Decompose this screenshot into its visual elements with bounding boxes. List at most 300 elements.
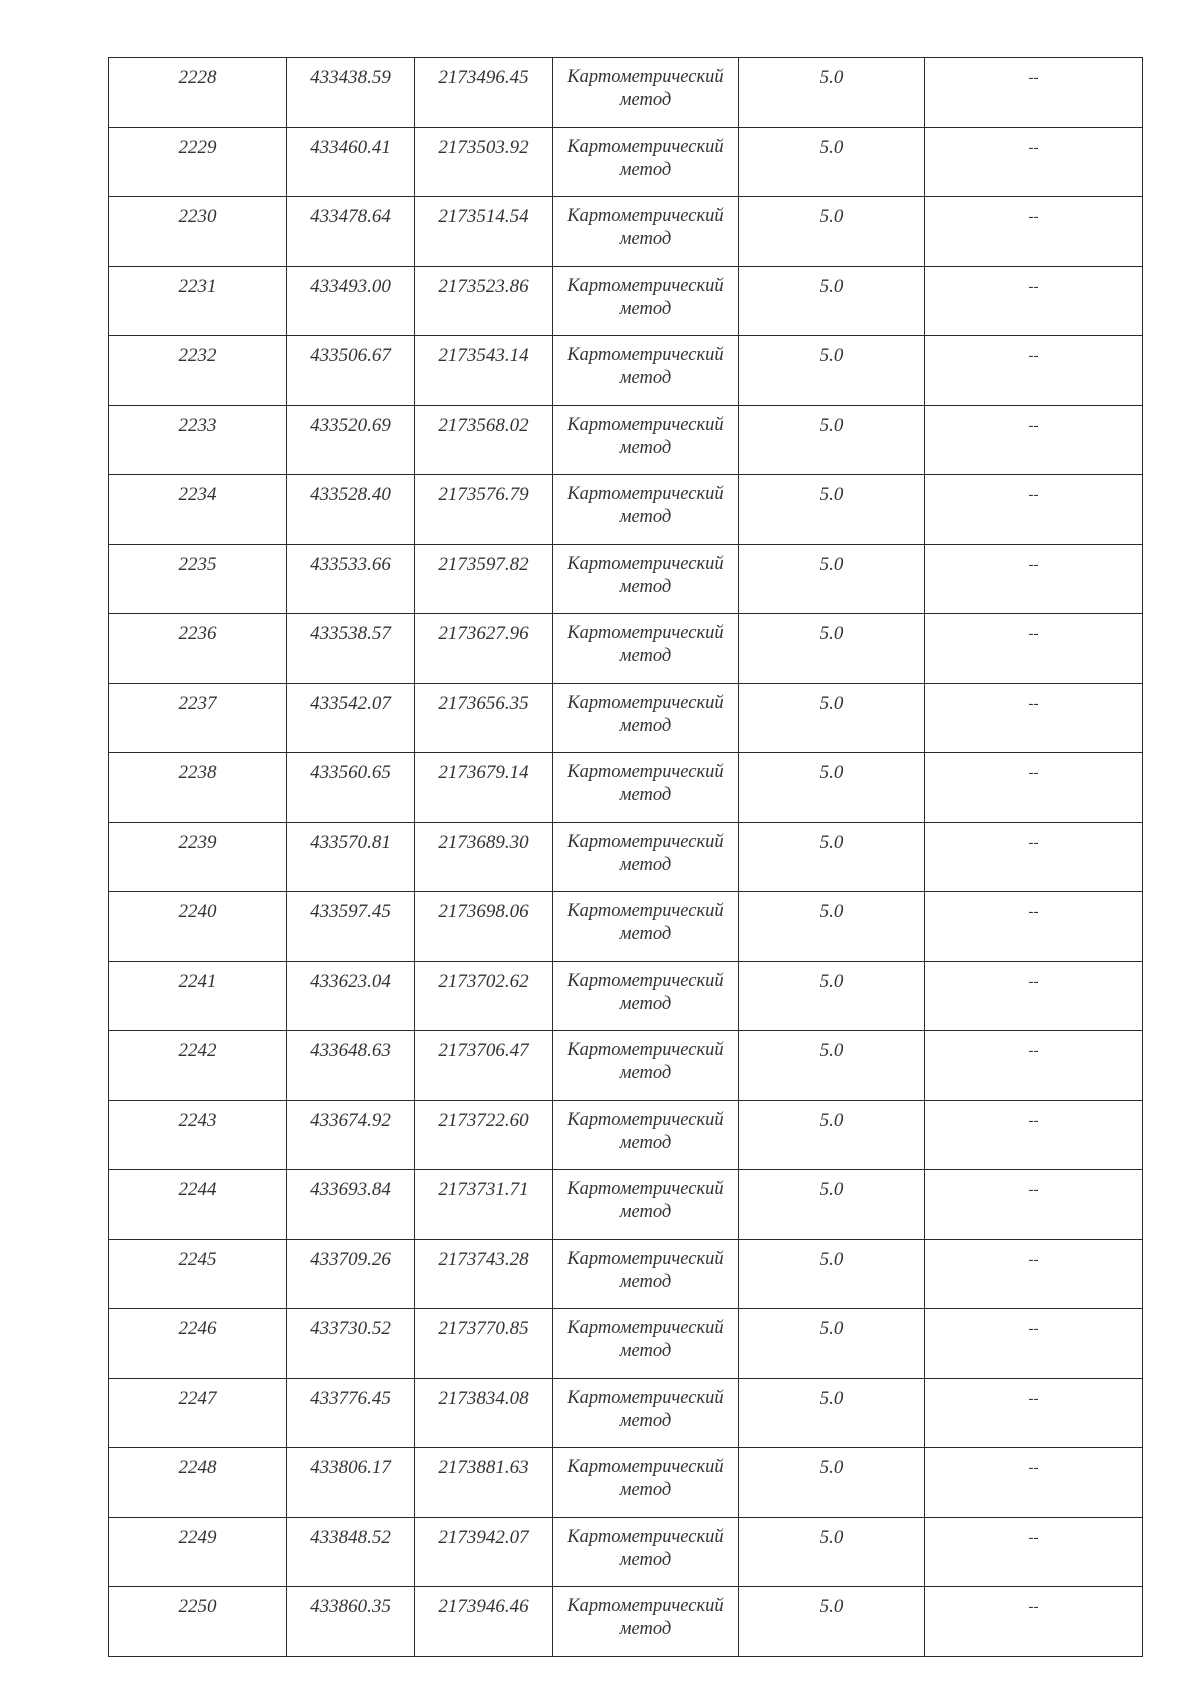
y-coordinate-cell-text: 2173543.14	[438, 345, 529, 366]
y-coordinate-cell-text: 2173731.71	[438, 1179, 529, 1200]
point-number-cell-text: 2242	[178, 1040, 217, 1061]
method-cell	[553, 961, 739, 1031]
note-cell	[925, 197, 1143, 267]
y-coordinate-cell	[415, 405, 553, 475]
accuracy-cell-text: 5.0	[819, 206, 844, 227]
point-number-cell-text: 2229	[178, 136, 217, 158]
table-row	[109, 961, 1143, 1031]
note-cell-text: --	[1028, 1112, 1039, 1129]
x-coordinate-cell-text: 433860.35	[310, 1596, 391, 1617]
method-cell	[553, 1309, 739, 1379]
method-cell	[553, 1031, 739, 1101]
table-row	[109, 58, 1143, 128]
method-cell-text: Картометрический метод	[567, 1109, 724, 1153]
note-cell	[925, 58, 1143, 128]
x-coordinate-cell	[287, 127, 415, 197]
method-cell	[553, 892, 739, 962]
table-row	[109, 614, 1143, 684]
accuracy-cell	[739, 475, 925, 545]
method-cell-text: Картометрический метод	[567, 1040, 724, 1083]
table-row	[109, 1378, 1143, 1448]
method-cell-text: Картометрический метод	[567, 970, 724, 1014]
table-row	[109, 405, 1143, 475]
method-cell-text: Картометрический метод	[567, 1318, 724, 1361]
point-number-cell	[109, 1170, 287, 1240]
method-cell	[553, 544, 739, 614]
note-cell-text: --	[1028, 1182, 1039, 1198]
note-cell	[925, 336, 1143, 406]
table-row	[109, 1309, 1143, 1379]
point-number-cell-text: 2235	[178, 553, 217, 575]
table-row	[109, 1100, 1143, 1170]
x-coordinate-cell	[287, 1378, 415, 1448]
x-coordinate-cell	[287, 822, 415, 892]
note-cell	[925, 1100, 1143, 1170]
accuracy-cell-text: 5.0	[819, 136, 844, 158]
note-cell-text: --	[1028, 556, 1039, 573]
x-coordinate-cell-text: 433542.07	[310, 692, 391, 714]
point-number-cell	[109, 544, 287, 614]
accuracy-cell-text: 5.0	[819, 275, 844, 297]
accuracy-cell	[739, 197, 925, 267]
method-cell	[553, 405, 739, 475]
method-cell	[553, 336, 739, 406]
method-cell	[553, 1100, 739, 1170]
point-number-cell	[109, 1239, 287, 1309]
x-coordinate-cell-text: 433776.45	[310, 1387, 391, 1409]
x-coordinate-cell-text: 433570.81	[310, 831, 391, 853]
accuracy-cell	[739, 822, 925, 892]
point-number-cell-text: 2245	[178, 1248, 217, 1270]
method-cell-text: Картометрический метод	[567, 275, 724, 319]
y-coordinate-cell	[415, 1309, 553, 1379]
y-coordinate-cell-text: 2173743.28	[438, 1248, 529, 1270]
method-cell	[553, 1587, 739, 1657]
x-coordinate-cell	[287, 1239, 415, 1309]
y-coordinate-cell	[415, 822, 553, 892]
note-cell	[925, 1587, 1143, 1657]
y-coordinate-cell-text: 2173834.08	[438, 1387, 529, 1409]
note-cell-text: --	[1028, 626, 1039, 642]
y-coordinate-cell	[415, 1517, 553, 1587]
x-coordinate-cell	[287, 892, 415, 962]
note-cell	[925, 1448, 1143, 1518]
point-number-cell-text: 2247	[178, 1387, 217, 1409]
x-coordinate-cell-text: 433506.67	[310, 345, 391, 366]
method-cell-text: Картометрический метод	[567, 1526, 724, 1570]
point-number-cell-text: 2231	[178, 275, 217, 297]
table-row	[109, 544, 1143, 614]
note-cell	[925, 127, 1143, 197]
y-coordinate-cell-text: 2173881.63	[438, 1457, 529, 1478]
point-number-cell	[109, 961, 287, 1031]
x-coordinate-cell	[287, 1100, 415, 1170]
note-cell	[925, 475, 1143, 545]
point-number-cell-text: 2230	[178, 206, 217, 227]
note-cell	[925, 683, 1143, 753]
x-coordinate-cell	[287, 1170, 415, 1240]
y-coordinate-cell	[415, 961, 553, 1031]
accuracy-cell	[739, 1587, 925, 1657]
method-cell	[553, 266, 739, 336]
point-number-cell	[109, 683, 287, 753]
y-coordinate-cell-text: 2173942.07	[438, 1526, 529, 1548]
accuracy-cell	[739, 544, 925, 614]
coordinates-table-body	[109, 58, 1143, 1657]
note-cell	[925, 961, 1143, 1031]
y-coordinate-cell-text: 2173627.96	[438, 623, 529, 644]
point-number-cell-text: 2249	[178, 1526, 217, 1548]
table-row	[109, 892, 1143, 962]
y-coordinate-cell-text: 2173770.85	[438, 1318, 529, 1339]
accuracy-cell-text: 5.0	[819, 1526, 844, 1548]
accuracy-cell	[739, 1239, 925, 1309]
point-number-cell	[109, 753, 287, 823]
table-row	[109, 336, 1143, 406]
point-number-cell	[109, 1378, 287, 1448]
y-coordinate-cell	[415, 1448, 553, 1518]
x-coordinate-cell-text: 433438.59	[310, 67, 391, 88]
x-coordinate-cell-text: 433709.26	[310, 1248, 391, 1270]
point-number-cell	[109, 1309, 287, 1379]
table-row	[109, 1170, 1143, 1240]
x-coordinate-cell	[287, 1309, 415, 1379]
note-cell-text: --	[1028, 904, 1039, 920]
point-number-cell-text: 2236	[178, 623, 217, 644]
table-row	[109, 1587, 1143, 1657]
x-coordinate-cell-text: 433693.84	[310, 1179, 391, 1200]
note-cell-text: --	[1028, 1043, 1039, 1059]
y-coordinate-cell-text: 2173702.62	[438, 970, 529, 992]
table-row	[109, 683, 1143, 753]
method-cell-text: Картометрический метод	[567, 67, 724, 110]
note-cell-text: --	[1028, 139, 1039, 156]
accuracy-cell-text: 5.0	[819, 1248, 844, 1270]
accuracy-cell	[739, 58, 925, 128]
note-cell-text: --	[1028, 765, 1039, 781]
note-cell-text: --	[1028, 1321, 1039, 1337]
accuracy-cell-text: 5.0	[819, 67, 844, 88]
accuracy-cell-text: 5.0	[819, 1457, 844, 1478]
x-coordinate-cell-text: 433597.45	[310, 901, 391, 922]
note-cell-text: --	[1028, 973, 1039, 990]
method-cell	[553, 58, 739, 128]
method-cell-text: Картометрический метод	[567, 762, 724, 805]
accuracy-cell	[739, 336, 925, 406]
x-coordinate-cell-text: 433648.63	[310, 1040, 391, 1061]
note-cell	[925, 1309, 1143, 1379]
note-cell	[925, 753, 1143, 823]
x-coordinate-cell-text: 433623.04	[310, 970, 391, 992]
table-row	[109, 266, 1143, 336]
x-coordinate-cell	[287, 753, 415, 823]
note-cell-text: --	[1028, 834, 1039, 851]
accuracy-cell	[739, 1378, 925, 1448]
x-coordinate-cell	[287, 58, 415, 128]
y-coordinate-cell	[415, 58, 553, 128]
y-coordinate-cell-text: 2173722.60	[438, 1109, 529, 1131]
note-cell-text: --	[1028, 348, 1039, 364]
accuracy-cell-text: 5.0	[819, 553, 844, 575]
method-cell-text: Картометрический метод	[567, 1179, 724, 1222]
note-cell-text: --	[1028, 1460, 1039, 1476]
point-number-cell-text: 2239	[178, 831, 217, 853]
method-cell-text: Картометрический метод	[567, 136, 724, 180]
y-coordinate-cell	[415, 614, 553, 684]
note-cell-text: --	[1028, 70, 1039, 86]
point-number-cell-text: 2243	[178, 1109, 217, 1131]
table-row	[109, 197, 1143, 267]
note-cell-text: --	[1028, 1390, 1039, 1407]
note-cell	[925, 266, 1143, 336]
method-cell-text: Картометрический метод	[567, 1248, 724, 1292]
point-number-cell-text: 2233	[178, 414, 217, 436]
method-cell-text: Картометрический метод	[567, 901, 724, 944]
y-coordinate-cell	[415, 1031, 553, 1101]
method-cell-text: Картометрический метод	[567, 1387, 724, 1431]
accuracy-cell	[739, 266, 925, 336]
x-coordinate-cell	[287, 336, 415, 406]
accuracy-cell-text: 5.0	[819, 1179, 844, 1200]
point-number-cell-text: 2228	[178, 67, 217, 88]
accuracy-cell	[739, 405, 925, 475]
x-coordinate-cell	[287, 1587, 415, 1657]
point-number-cell-text: 2246	[178, 1318, 217, 1339]
y-coordinate-cell	[415, 1170, 553, 1240]
method-cell	[553, 753, 739, 823]
accuracy-cell	[739, 127, 925, 197]
y-coordinate-cell	[415, 1239, 553, 1309]
y-coordinate-cell-text: 2173503.92	[438, 136, 529, 158]
x-coordinate-cell-text: 433460.41	[310, 136, 391, 158]
y-coordinate-cell	[415, 266, 553, 336]
method-cell-text: Картометрический метод	[567, 831, 724, 875]
accuracy-cell-text: 5.0	[819, 484, 844, 505]
x-coordinate-cell-text: 433848.52	[310, 1526, 391, 1548]
y-coordinate-cell	[415, 197, 553, 267]
accuracy-cell-text: 5.0	[819, 692, 844, 714]
accuracy-cell	[739, 892, 925, 962]
y-coordinate-cell-text: 2173679.14	[438, 762, 529, 783]
method-cell	[553, 127, 739, 197]
y-coordinate-cell-text: 2173576.79	[438, 484, 529, 505]
y-coordinate-cell	[415, 683, 553, 753]
accuracy-cell-text: 5.0	[819, 345, 844, 366]
method-cell-text: Картометрический метод	[567, 692, 724, 736]
point-number-cell-text: 2248	[178, 1457, 217, 1478]
y-coordinate-cell-text: 2173568.02	[438, 414, 529, 436]
note-cell	[925, 1378, 1143, 1448]
x-coordinate-cell-text: 433533.66	[310, 553, 391, 575]
method-cell-text: Картометрический метод	[567, 1596, 724, 1639]
x-coordinate-cell	[287, 475, 415, 545]
note-cell	[925, 1031, 1143, 1101]
y-coordinate-cell-text: 2173689.30	[438, 831, 529, 853]
method-cell	[553, 1239, 739, 1309]
table-row	[109, 1517, 1143, 1587]
x-coordinate-cell-text: 433806.17	[310, 1457, 391, 1478]
table-row	[109, 127, 1143, 197]
note-cell-text: --	[1028, 1529, 1039, 1546]
point-number-cell	[109, 197, 287, 267]
point-number-cell-text: 2244	[178, 1179, 217, 1200]
table-row	[109, 475, 1143, 545]
point-number-cell	[109, 1448, 287, 1518]
y-coordinate-cell-text: 2173514.54	[438, 206, 529, 227]
x-coordinate-cell	[287, 405, 415, 475]
point-number-cell	[109, 127, 287, 197]
point-number-cell-text: 2240	[178, 901, 217, 922]
x-coordinate-cell-text: 433520.69	[310, 414, 391, 436]
accuracy-cell	[739, 683, 925, 753]
point-number-cell	[109, 1517, 287, 1587]
x-coordinate-cell-text: 433730.52	[310, 1318, 391, 1339]
table-row	[109, 822, 1143, 892]
point-number-cell	[109, 822, 287, 892]
y-coordinate-cell-text: 2173656.35	[438, 692, 529, 714]
accuracy-cell	[739, 614, 925, 684]
table-row	[109, 1448, 1143, 1518]
accuracy-cell-text: 5.0	[819, 762, 844, 783]
point-number-cell	[109, 1100, 287, 1170]
y-coordinate-cell	[415, 1100, 553, 1170]
note-cell-text: --	[1028, 1599, 1039, 1615]
coordinates-table	[108, 57, 1143, 1657]
accuracy-cell-text: 5.0	[819, 1596, 844, 1617]
method-cell-text: Картометрический метод	[567, 414, 724, 458]
y-coordinate-cell	[415, 544, 553, 614]
point-number-cell	[109, 58, 287, 128]
point-number-cell	[109, 1031, 287, 1101]
note-cell	[925, 405, 1143, 475]
note-cell-text: --	[1028, 487, 1039, 503]
y-coordinate-cell	[415, 1587, 553, 1657]
method-cell	[553, 1170, 739, 1240]
accuracy-cell	[739, 1031, 925, 1101]
point-number-cell	[109, 614, 287, 684]
point-number-cell	[109, 266, 287, 336]
accuracy-cell-text: 5.0	[819, 901, 844, 922]
point-number-cell	[109, 405, 287, 475]
table-row	[109, 753, 1143, 823]
x-coordinate-cell-text: 433493.00	[310, 275, 391, 297]
note-cell	[925, 822, 1143, 892]
y-coordinate-cell-text: 2173496.45	[438, 67, 529, 88]
note-cell	[925, 1170, 1143, 1240]
method-cell	[553, 822, 739, 892]
x-coordinate-cell	[287, 1448, 415, 1518]
note-cell-text: --	[1028, 417, 1039, 434]
y-coordinate-cell	[415, 336, 553, 406]
y-coordinate-cell-text: 2173523.86	[438, 275, 529, 297]
point-number-cell-text: 2241	[178, 970, 217, 992]
accuracy-cell-text: 5.0	[819, 1109, 844, 1131]
x-coordinate-cell-text: 433478.64	[310, 206, 391, 227]
x-coordinate-cell	[287, 614, 415, 684]
point-number-cell-text: 2250	[178, 1596, 217, 1617]
accuracy-cell	[739, 961, 925, 1031]
y-coordinate-cell-text: 2173698.06	[438, 901, 529, 922]
accuracy-cell-text: 5.0	[819, 1040, 844, 1061]
note-cell	[925, 544, 1143, 614]
note-cell	[925, 1239, 1143, 1309]
note-cell	[925, 892, 1143, 962]
accuracy-cell	[739, 1448, 925, 1518]
y-coordinate-cell-text: 2173706.47	[438, 1040, 529, 1061]
point-number-cell-text: 2238	[178, 762, 217, 783]
x-coordinate-cell-text: 433560.65	[310, 762, 391, 783]
method-cell-text: Картометрический метод	[567, 345, 724, 388]
point-number-cell	[109, 475, 287, 545]
method-cell	[553, 683, 739, 753]
note-cell-text: --	[1028, 278, 1039, 295]
x-coordinate-cell-text: 433674.92	[310, 1109, 391, 1131]
accuracy-cell-text: 5.0	[819, 1387, 844, 1409]
y-coordinate-cell	[415, 892, 553, 962]
method-cell-text: Картометрический метод	[567, 206, 724, 249]
method-cell-text: Картометрический метод	[567, 1457, 724, 1500]
y-coordinate-cell	[415, 1378, 553, 1448]
method-cell	[553, 1448, 739, 1518]
method-cell-text: Картометрический метод	[567, 484, 724, 527]
x-coordinate-cell	[287, 961, 415, 1031]
table-row	[109, 1031, 1143, 1101]
x-coordinate-cell-text: 433538.57	[310, 623, 391, 644]
method-cell	[553, 614, 739, 684]
point-number-cell-text: 2234	[178, 484, 217, 505]
y-coordinate-cell-text: 2173946.46	[438, 1596, 529, 1617]
method-cell	[553, 475, 739, 545]
point-number-cell	[109, 892, 287, 962]
accuracy-cell	[739, 753, 925, 823]
accuracy-cell-text: 5.0	[819, 623, 844, 644]
point-number-cell	[109, 1587, 287, 1657]
x-coordinate-cell	[287, 197, 415, 267]
note-cell-text: --	[1028, 695, 1039, 712]
accuracy-cell	[739, 1170, 925, 1240]
x-coordinate-cell	[287, 1517, 415, 1587]
x-coordinate-cell	[287, 1031, 415, 1101]
x-coordinate-cell	[287, 544, 415, 614]
accuracy-cell-text: 5.0	[819, 831, 844, 853]
accuracy-cell-text: 5.0	[819, 970, 844, 992]
y-coordinate-cell	[415, 475, 553, 545]
accuracy-cell-text: 5.0	[819, 1318, 844, 1339]
method-cell	[553, 197, 739, 267]
accuracy-cell-text: 5.0	[819, 414, 844, 436]
y-coordinate-cell	[415, 753, 553, 823]
method-cell	[553, 1517, 739, 1587]
accuracy-cell	[739, 1100, 925, 1170]
accuracy-cell	[739, 1309, 925, 1379]
note-cell	[925, 1517, 1143, 1587]
point-number-cell	[109, 336, 287, 406]
method-cell-text: Картометрический метод	[567, 623, 724, 666]
y-coordinate-cell-text: 2173597.82	[438, 553, 529, 575]
x-coordinate-cell-text: 433528.40	[310, 484, 391, 505]
note-cell	[925, 614, 1143, 684]
method-cell	[553, 1378, 739, 1448]
point-number-cell-text: 2232	[178, 345, 217, 366]
x-coordinate-cell	[287, 266, 415, 336]
accuracy-cell	[739, 1517, 925, 1587]
x-coordinate-cell	[287, 683, 415, 753]
note-cell-text: --	[1028, 209, 1039, 225]
y-coordinate-cell	[415, 127, 553, 197]
table-row	[109, 1239, 1143, 1309]
point-number-cell-text: 2237	[178, 692, 217, 714]
note-cell-text: --	[1028, 1251, 1039, 1268]
